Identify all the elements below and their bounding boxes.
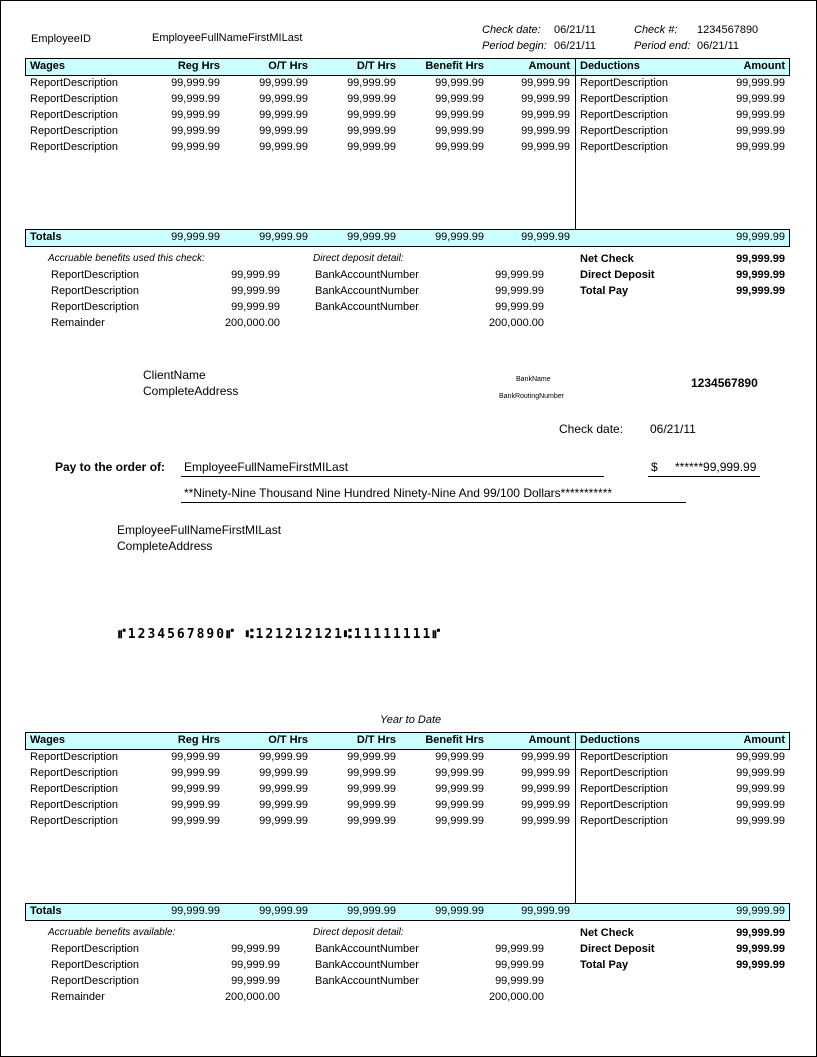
ot-hrs-value: 99,999.99 xyxy=(259,77,308,89)
deduction-amount: 99,999.99 xyxy=(736,125,785,137)
dt-hrs-value: 99,999.99 xyxy=(347,109,396,121)
dt-hrs-value: 99,999.99 xyxy=(347,783,396,795)
total-benefit-hrs: 99,999.99 xyxy=(435,905,484,917)
total-dt-hrs: 99,999.99 xyxy=(347,231,396,243)
summary-label: Direct Deposit xyxy=(580,269,655,281)
benefit-hrs-header: Benefit Hrs xyxy=(425,60,484,72)
amount-value: 99,999.99 xyxy=(521,141,570,153)
wage-description: ReportDescription xyxy=(30,141,119,153)
deduction-description: ReportDescription xyxy=(580,751,669,763)
pay-to-label: Pay to the order of: xyxy=(55,460,166,474)
summary-label: Total Pay xyxy=(580,285,629,297)
check-date-2: 06/21/11 xyxy=(650,422,696,436)
amount-value: 99,999.99 xyxy=(521,783,570,795)
ot-hrs-value: 99,999.99 xyxy=(259,93,308,105)
deduction-amount: 99,999.99 xyxy=(736,93,785,105)
summary-label: Total Pay xyxy=(580,959,629,971)
period-end: 06/21/11 xyxy=(697,40,740,52)
benefit-hrs-value: 99,999.99 xyxy=(435,125,484,137)
reg-hrs-value: 99,999.99 xyxy=(171,93,220,105)
accruable-description: Remainder xyxy=(51,991,105,1003)
dollar-sign: $ xyxy=(651,460,658,474)
payee-underline xyxy=(181,476,604,477)
amount-header: Amount xyxy=(528,60,570,72)
deposit-account: BankAccountNumber xyxy=(315,285,419,297)
amount-value: 99,999.99 xyxy=(521,77,570,89)
deposit-account: BankAccountNumber xyxy=(315,975,419,987)
period-begin: 06/21/11 xyxy=(554,40,597,52)
reg-hrs-value: 99,999.99 xyxy=(171,799,220,811)
dt-hrs-header: D/T Hrs xyxy=(356,734,396,746)
summary-value: 99,999.99 xyxy=(736,943,785,955)
payee-address: CompleteAddress xyxy=(117,539,213,553)
deduction-amount: 99,999.99 xyxy=(736,767,785,779)
total-deductions: 99,999.99 xyxy=(736,905,785,917)
benefit-hrs-value: 99,999.99 xyxy=(435,751,484,763)
accruable-label: Accruable benefits used this check: xyxy=(48,253,205,264)
accruable-label: Accruable benefits available: xyxy=(48,927,176,938)
ot-hrs-value: 99,999.99 xyxy=(259,815,308,827)
accruable-value: 99,999.99 xyxy=(231,959,280,971)
deduction-amount: 99,999.99 xyxy=(736,109,785,121)
wages-header: Wages xyxy=(30,60,66,72)
reg-hrs-header: Reg Hrs xyxy=(177,60,220,72)
period-begin-label: Period begin: xyxy=(482,40,547,52)
total-amount: 99,999.99 xyxy=(521,905,570,917)
deposit-value: 99,999.99 xyxy=(495,943,544,955)
wage-description: ReportDescription xyxy=(30,783,119,795)
micr-line: ⑈1234567890⑈ ⑆121212121⑆11111111⑈ xyxy=(118,627,443,642)
total-ot-hrs: 99,999.99 xyxy=(259,905,308,917)
bank-routing: BankRoutingNumber xyxy=(499,393,564,400)
reg-hrs-value: 99,999.99 xyxy=(171,77,220,89)
employee-id: EmployeeID xyxy=(31,33,91,45)
accruable-value: 200,000.00 xyxy=(224,991,280,1003)
deposit-value: 200,000.00 xyxy=(488,317,544,329)
deduction-description: ReportDescription xyxy=(580,767,669,779)
amount-value: 99,999.99 xyxy=(521,815,570,827)
accruable-value: 99,999.99 xyxy=(231,975,280,987)
ot-hrs-value: 99,999.99 xyxy=(259,125,308,137)
total-dt-hrs: 99,999.99 xyxy=(347,905,396,917)
deduction-description: ReportDescription xyxy=(580,93,669,105)
ot-hrs-value: 99,999.99 xyxy=(259,767,308,779)
benefit-hrs-value: 99,999.99 xyxy=(435,93,484,105)
accruable-description: ReportDescription xyxy=(51,285,140,297)
wages-header: Wages xyxy=(30,734,66,746)
summary-value: 99,999.99 xyxy=(736,927,785,939)
summary-value: 99,999.99 xyxy=(736,285,785,297)
direct-deposit-label: Direct deposit detail: xyxy=(313,927,404,938)
benefit-hrs-value: 99,999.99 xyxy=(435,109,484,121)
ot-hrs-value: 99,999.99 xyxy=(259,751,308,763)
wage-description: ReportDescription xyxy=(30,799,119,811)
period-end-label: Period end: xyxy=(634,40,691,52)
benefit-hrs-value: 99,999.99 xyxy=(435,799,484,811)
accruable-value: 99,999.99 xyxy=(231,301,280,313)
ot-hrs-value: 99,999.99 xyxy=(259,783,308,795)
wage-description: ReportDescription xyxy=(30,767,119,779)
amount-value: 99,999.99 xyxy=(521,751,570,763)
deposit-value: 99,999.99 xyxy=(495,959,544,971)
amount-value: 99,999.99 xyxy=(521,125,570,137)
check-number: 1234567890 xyxy=(697,24,759,36)
wage-description: ReportDescription xyxy=(30,109,119,121)
summary-label: Direct Deposit xyxy=(580,943,655,955)
wage-description: ReportDescription xyxy=(30,815,119,827)
accruable-description: ReportDescription xyxy=(51,943,140,955)
summary-label: Net Check xyxy=(580,927,634,939)
deposit-account: BankAccountNumber xyxy=(315,269,419,281)
total-amount: 99,999.99 xyxy=(521,231,570,243)
amount-value: 99,999.99 xyxy=(521,109,570,121)
benefit-hrs-value: 99,999.99 xyxy=(435,77,484,89)
total-deductions: 99,999.99 xyxy=(736,231,785,243)
totals-label: Totals xyxy=(30,905,62,917)
accruable-value: 99,999.99 xyxy=(231,269,280,281)
benefit-hrs-header: Benefit Hrs xyxy=(425,734,484,746)
deduction-amount: 99,999.99 xyxy=(736,799,785,811)
dt-hrs-value: 99,999.99 xyxy=(347,767,396,779)
deposit-value: 99,999.99 xyxy=(495,269,544,281)
deduction-description: ReportDescription xyxy=(580,783,669,795)
deduction-description: ReportDescription xyxy=(580,799,669,811)
check-amount: ******99,999.99 xyxy=(675,460,757,474)
column-divider xyxy=(575,58,576,229)
wage-description: ReportDescription xyxy=(30,751,119,763)
reg-hrs-value: 99,999.99 xyxy=(171,767,220,779)
amount-underline xyxy=(648,476,760,477)
amount-value: 99,999.99 xyxy=(521,93,570,105)
summary-value: 99,999.99 xyxy=(736,959,785,971)
bank-name: BankName xyxy=(516,376,551,383)
summary-value: 99,999.99 xyxy=(736,269,785,281)
dt-hrs-value: 99,999.99 xyxy=(347,815,396,827)
wage-description: ReportDescription xyxy=(30,125,119,137)
amount-words: **Ninety-Nine Thousand Nine Hundred Ninety-Nine And 99/100 Dollars*********** xyxy=(184,486,613,500)
amount-value: 99,999.99 xyxy=(521,767,570,779)
deductions-header: Deductions xyxy=(580,734,640,746)
reg-hrs-value: 99,999.99 xyxy=(171,783,220,795)
deductions-header: Deductions xyxy=(580,60,640,72)
deposit-account: BankAccountNumber xyxy=(315,301,419,313)
deduction-description: ReportDescription xyxy=(580,125,669,137)
total-benefit-hrs: 99,999.99 xyxy=(435,231,484,243)
deduction-amount: 99,999.99 xyxy=(736,141,785,153)
amount-header: Amount xyxy=(528,734,570,746)
ot-hrs-value: 99,999.99 xyxy=(259,109,308,121)
wage-description: ReportDescription xyxy=(30,77,119,89)
check-date-label: Check date: xyxy=(482,24,541,36)
reg-hrs-value: 99,999.99 xyxy=(171,815,220,827)
total-reg-hrs: 99,999.99 xyxy=(171,231,220,243)
accruable-description: ReportDescription xyxy=(51,301,140,313)
accruable-value: 200,000.00 xyxy=(224,317,280,329)
deduction-description: ReportDescription xyxy=(580,109,669,121)
benefit-hrs-value: 99,999.99 xyxy=(435,783,484,795)
client-name: ClientName xyxy=(143,368,206,382)
reg-hrs-value: 99,999.99 xyxy=(171,751,220,763)
deductions-amount-header: Amount xyxy=(743,60,785,72)
accruable-description: ReportDescription xyxy=(51,269,140,281)
dt-hrs-header: D/T Hrs xyxy=(356,60,396,72)
deduction-description: ReportDescription xyxy=(580,815,669,827)
deduction-description: ReportDescription xyxy=(580,141,669,153)
deposit-value: 200,000.00 xyxy=(488,991,544,1003)
check-date-label-2: Check date: xyxy=(559,422,624,436)
deposit-value: 99,999.99 xyxy=(495,975,544,987)
employee-name: EmployeeFullNameFirstMILast xyxy=(152,32,303,44)
amount-words-underline xyxy=(181,502,686,503)
summary-label: Net Check xyxy=(580,253,634,265)
wage-description: ReportDescription xyxy=(30,93,119,105)
summary-value: 99,999.99 xyxy=(736,253,785,265)
reg-hrs-header: Reg Hrs xyxy=(177,734,220,746)
total-reg-hrs: 99,999.99 xyxy=(171,905,220,917)
check-number-label: Check #: xyxy=(634,24,678,36)
deduction-amount: 99,999.99 xyxy=(736,77,785,89)
accruable-description: ReportDescription xyxy=(51,959,140,971)
accruable-value: 99,999.99 xyxy=(231,285,280,297)
ytd-label: Year to Date xyxy=(380,714,442,726)
accruable-value: 99,999.99 xyxy=(231,943,280,955)
deposit-value: 99,999.99 xyxy=(495,285,544,297)
deposit-account: BankAccountNumber xyxy=(315,959,419,971)
column-divider xyxy=(575,732,576,903)
ot-hrs-value: 99,999.99 xyxy=(259,799,308,811)
deposit-account: BankAccountNumber xyxy=(315,943,419,955)
amount-value: 99,999.99 xyxy=(521,799,570,811)
ot-hrs-header: O/T Hrs xyxy=(268,734,308,746)
accruable-description: Remainder xyxy=(51,317,105,329)
reg-hrs-value: 99,999.99 xyxy=(171,109,220,121)
reg-hrs-value: 99,999.99 xyxy=(171,141,220,153)
deduction-amount: 99,999.99 xyxy=(736,751,785,763)
benefit-hrs-value: 99,999.99 xyxy=(435,767,484,779)
check-number-large: 1234567890 xyxy=(691,376,758,390)
payee-name: EmployeeFullNameFirstMILast xyxy=(117,523,282,537)
deduction-description: ReportDescription xyxy=(580,77,669,89)
deduction-amount: 99,999.99 xyxy=(736,783,785,795)
direct-deposit-label: Direct deposit detail: xyxy=(313,253,404,264)
total-ot-hrs: 99,999.99 xyxy=(259,231,308,243)
dt-hrs-value: 99,999.99 xyxy=(347,125,396,137)
totals-label: Totals xyxy=(30,231,62,243)
dt-hrs-value: 99,999.99 xyxy=(347,93,396,105)
dt-hrs-value: 99,999.99 xyxy=(347,77,396,89)
dt-hrs-value: 99,999.99 xyxy=(347,141,396,153)
deduction-amount: 99,999.99 xyxy=(736,815,785,827)
dt-hrs-value: 99,999.99 xyxy=(347,799,396,811)
deductions-amount-header: Amount xyxy=(743,734,785,746)
ot-hrs-value: 99,999.99 xyxy=(259,141,308,153)
client-address: CompleteAddress xyxy=(143,384,239,398)
dt-hrs-value: 99,999.99 xyxy=(347,751,396,763)
accruable-description: ReportDescription xyxy=(51,975,140,987)
benefit-hrs-value: 99,999.99 xyxy=(435,141,484,153)
reg-hrs-value: 99,999.99 xyxy=(171,125,220,137)
check-date: 06/21/11 xyxy=(554,24,597,36)
benefit-hrs-value: 99,999.99 xyxy=(435,815,484,827)
payee-line: EmployeeFullNameFirstMILast xyxy=(184,460,349,474)
ot-hrs-header: O/T Hrs xyxy=(268,60,308,72)
deposit-value: 99,999.99 xyxy=(495,301,544,313)
